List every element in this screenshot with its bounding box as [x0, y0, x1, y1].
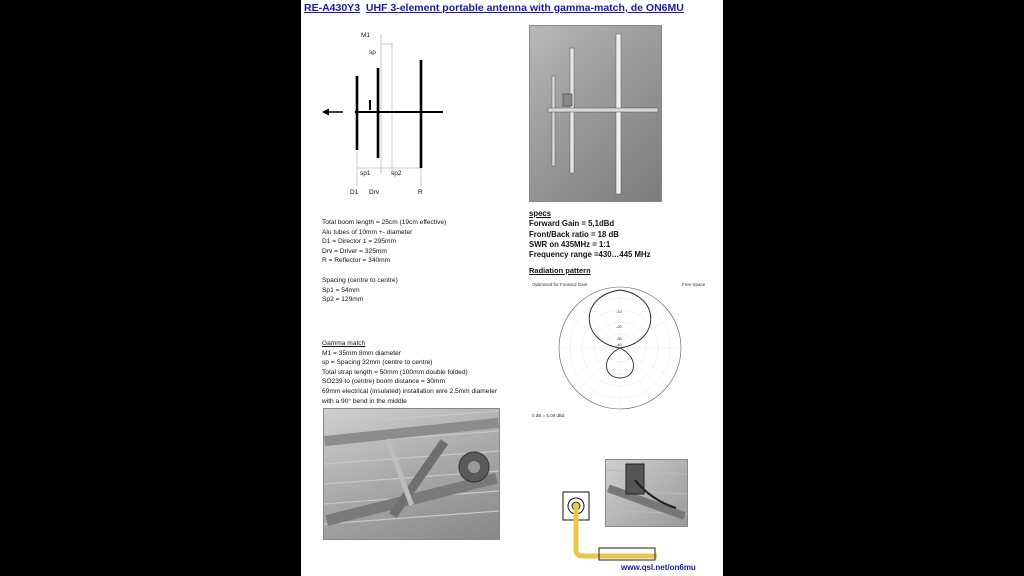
ring-label: -20: [616, 324, 622, 329]
description-line: D1 = Director 1 = 295mm: [322, 238, 397, 246]
description-line: Alu tubes of 10mm +- diameter: [322, 228, 413, 236]
coax-connector-drawing: [606, 460, 687, 526]
description-line: R = Reflector = 340mm: [322, 257, 391, 265]
gamma-match-photo-drawing: [324, 409, 499, 539]
gamma-line: M1 = 35mm 8mm diameter: [322, 349, 401, 357]
spec-line: Front/Back ratio = 18 dB: [529, 229, 619, 239]
antenna-photo: [529, 25, 662, 202]
header-code-link[interactable]: RE-A430Y3: [304, 2, 361, 14]
radiation-footer: 0 dB = 5.08 dBd: [532, 413, 565, 418]
direction-arrow-head: [322, 109, 329, 116]
gamma-line: 69mm electrical (insulated) installation wire 2,5mm diameter: [322, 387, 498, 395]
spacing-line: Sp1 = 54mm: [322, 286, 360, 294]
gamma-match-photo: [323, 408, 500, 540]
spacing-block: [322, 276, 398, 305]
gamma-line: SO239 to (centre) boom distance = 30mm: [322, 378, 445, 386]
spec-line: Frequency range =430…445 MHz: [529, 250, 651, 260]
gamma-line: with a 90° bend in the middle: [322, 397, 407, 405]
document-page: [301, 0, 723, 576]
radiation-right-caption: Free Space: [682, 282, 706, 287]
footer-url-link[interactable]: www.qsl.net/on6mu: [621, 563, 696, 572]
gamma-line: sp = Spacing 32mm (centre to centre): [322, 359, 433, 367]
label-m1: M1: [361, 32, 371, 39]
gamma-title: Gamma match: [322, 340, 366, 347]
spacing-line: Sp2 = 129mm: [322, 296, 364, 304]
label-drv: Drv: [369, 189, 380, 196]
label-d1: D1: [350, 189, 359, 196]
spacing-title: Spacing (centre to centre): [322, 277, 398, 284]
gamma-block: [322, 339, 497, 406]
gamma-line: Total strap length = 50mm (100mm double folded): [322, 368, 468, 376]
radiation-pattern-plot: [556, 284, 684, 412]
ring-label: -30: [616, 336, 622, 341]
label-sp: sp: [369, 49, 376, 56]
specs-block: [529, 209, 651, 260]
description-line: Total boom length = 25cm (19cm effective): [322, 219, 447, 226]
coax-connector-photo: [605, 459, 688, 527]
label-r: R: [418, 189, 423, 196]
spec-line: SWR on 435MHz = 1:1: [529, 239, 611, 249]
ring-label: -40: [616, 342, 622, 347]
radiation-left-caption: Optimised for Forward Gain: [532, 282, 588, 287]
antenna-photo-drawing: [530, 26, 661, 201]
radiation-title: Radiation pattern: [529, 266, 591, 275]
ring-label: -10: [616, 309, 622, 314]
header-title-link[interactable]: UHF 3-element portable antenna with gamma-match, de ON6MU: [365, 2, 684, 14]
specs-title: specs: [529, 209, 552, 218]
description-block: [322, 218, 446, 266]
page-header: [304, 2, 684, 14]
description-line: Drv = Driver = 325mm: [322, 247, 387, 255]
spec-line: Forward Gain = 5,1dBd: [529, 219, 615, 229]
antenna-schematic: [315, 26, 465, 201]
label-sp2: sp2: [391, 170, 402, 177]
label-sp1: sp1: [360, 170, 371, 177]
